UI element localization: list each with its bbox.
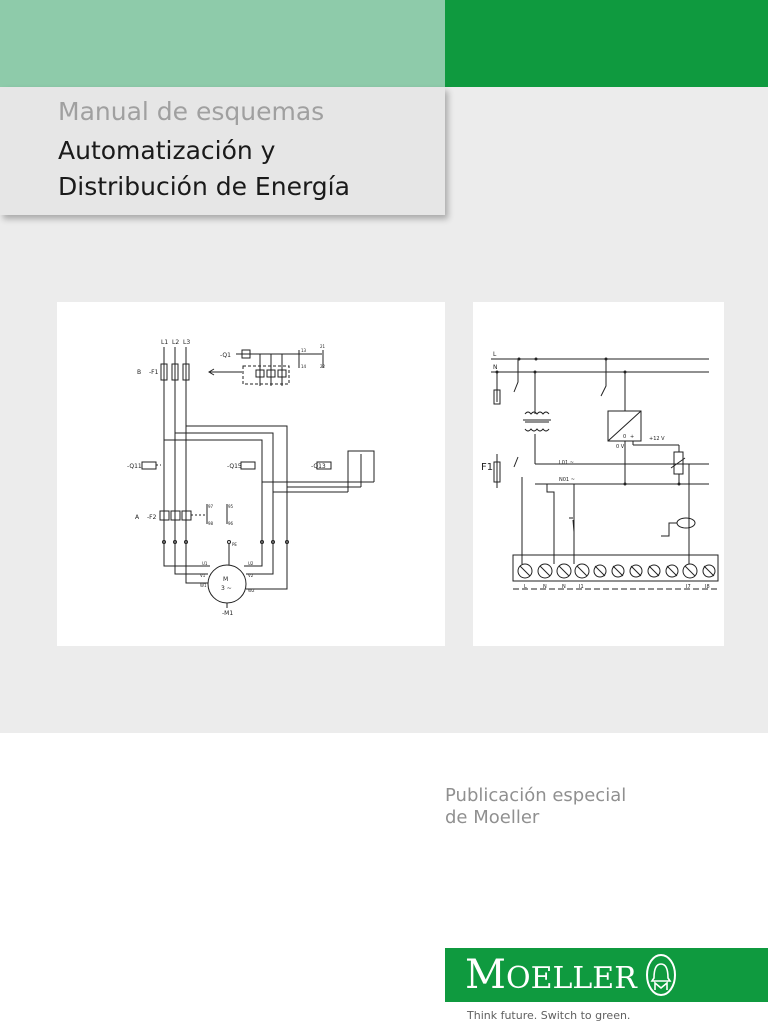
publication-line-2: de Moeller — [445, 807, 540, 828]
brand-logo-bar — [445, 948, 768, 1002]
label-A: A — [135, 514, 140, 521]
label-W2: W2 — [248, 588, 255, 593]
label-95: 95 — [228, 504, 234, 509]
label-Q11: -Q11 — [127, 463, 142, 470]
label-0v: 0 V — [616, 444, 625, 450]
logo-first-letter: M — [465, 952, 506, 998]
label-L1: L1 — [161, 339, 169, 346]
label-U2: U2 — [248, 561, 254, 566]
label-L01: L01 ~ — [559, 460, 574, 466]
header-band-light — [0, 0, 445, 87]
terminal-I8: I8 — [705, 584, 710, 590]
brand-logo-wordmark — [465, 952, 637, 1002]
controller-wiring-diagram — [473, 302, 724, 646]
header-band-dark — [445, 0, 768, 87]
terminal-L: L — [524, 584, 527, 590]
label-F1: F1 — [481, 462, 494, 473]
label-zero: 0 — [623, 434, 627, 440]
publication-line-1: Publicación especial — [445, 785, 627, 806]
label-14: 14 — [301, 364, 307, 369]
label-M1: -M1 — [222, 610, 234, 617]
document-title-line-2: Distribución de Energía — [58, 172, 350, 201]
label-96: 96 — [228, 521, 234, 526]
label-PE: PE — [232, 542, 237, 547]
label-97: 97 — [208, 504, 214, 509]
label-N: N — [493, 364, 498, 371]
motor-circuit-svg — [57, 302, 445, 646]
label-V2: V2 — [248, 573, 254, 578]
publication-note — [445, 785, 626, 829]
controller-wiring-svg — [473, 302, 724, 646]
label-V1: V1 — [200, 573, 206, 578]
terminal-N2: N — [562, 584, 566, 590]
label-F1: -F1 — [149, 369, 159, 376]
label-12v: +12 V — [649, 436, 665, 442]
label-Q1: -Q1 — [220, 352, 231, 359]
label-13: 13 — [301, 348, 307, 353]
terminal-N: N — [543, 584, 547, 590]
brand-tagline: Think future. Switch to green. — [467, 1009, 631, 1022]
document-subtitle: Manual de esquemas — [58, 97, 325, 126]
terminal-I7: I7 — [686, 584, 691, 590]
bell-emblem-icon — [644, 952, 678, 998]
logo-rest: OELLER — [505, 961, 637, 996]
label-W1: W1 — [200, 583, 207, 588]
label-Q15: -Q15 — [227, 463, 242, 470]
label-plus: + — [630, 434, 635, 440]
motor-label: M — [223, 576, 229, 583]
document-title-line-1: Automatización y — [58, 136, 276, 165]
terminal-I1: I1 — [579, 584, 584, 590]
label-22: 22 — [320, 364, 326, 369]
label-L: L — [493, 351, 497, 358]
label-N01: N01 ~ — [559, 477, 575, 483]
label-B: B — [137, 369, 142, 376]
label-21: 21 — [320, 344, 326, 349]
label-U1: U1 — [202, 561, 208, 566]
label-L3: L3 — [183, 339, 191, 346]
label-98: 98 — [208, 521, 214, 526]
motor-phase-label: 3 ~ — [221, 585, 232, 592]
label-L2: L2 — [172, 339, 180, 346]
motor-circuit-diagram — [57, 302, 445, 646]
label-Q13: -Q13 — [311, 463, 326, 470]
document-title — [58, 133, 350, 205]
label-F2: -F2 — [147, 514, 157, 521]
